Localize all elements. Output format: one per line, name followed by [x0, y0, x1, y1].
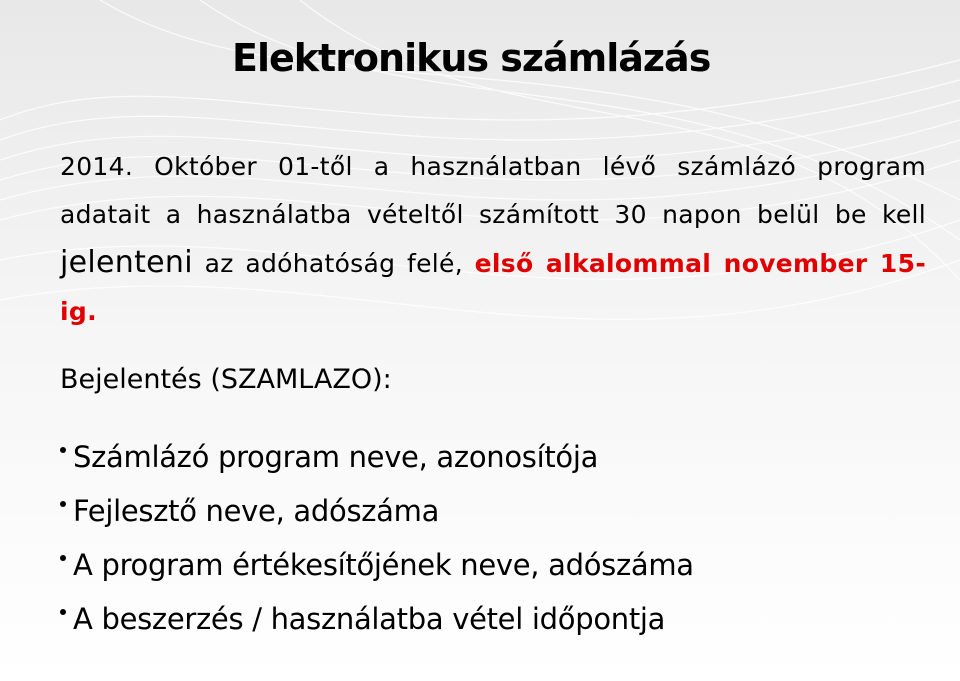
bullet-icon — [60, 609, 66, 615]
slide-title: Elektronikus számlázás — [232, 36, 711, 80]
list-item: A program értékesítőjének neve, adószáma — [60, 543, 694, 597]
requirements-list — [60, 435, 694, 651]
bullet-icon — [60, 447, 66, 453]
paragraph-text-2: az adóhatóság felé, — [192, 249, 475, 278]
paragraph-highlight: első alkalommal november 15-ig. — [60, 249, 926, 326]
paragraph-text-1: 2014. Október 01-től a használatban lévő számlázó program adatait a használatba vételtől számított 30 napon belül be kell — [60, 152, 926, 229]
list-item: Számlázó program neve, azonosítója — [60, 435, 694, 489]
bullet-icon — [60, 501, 66, 507]
intro-paragraph — [60, 143, 926, 336]
section-heading: Bejelentés (SZAMLAZO): — [60, 364, 392, 395]
bullet-icon — [60, 555, 66, 561]
list-item: A beszerzés / használatba vétel időpontja — [60, 597, 694, 651]
paragraph-emphasis: jelenteni — [60, 245, 193, 280]
list-item: Fejlesztő neve, adószáma — [60, 489, 694, 543]
